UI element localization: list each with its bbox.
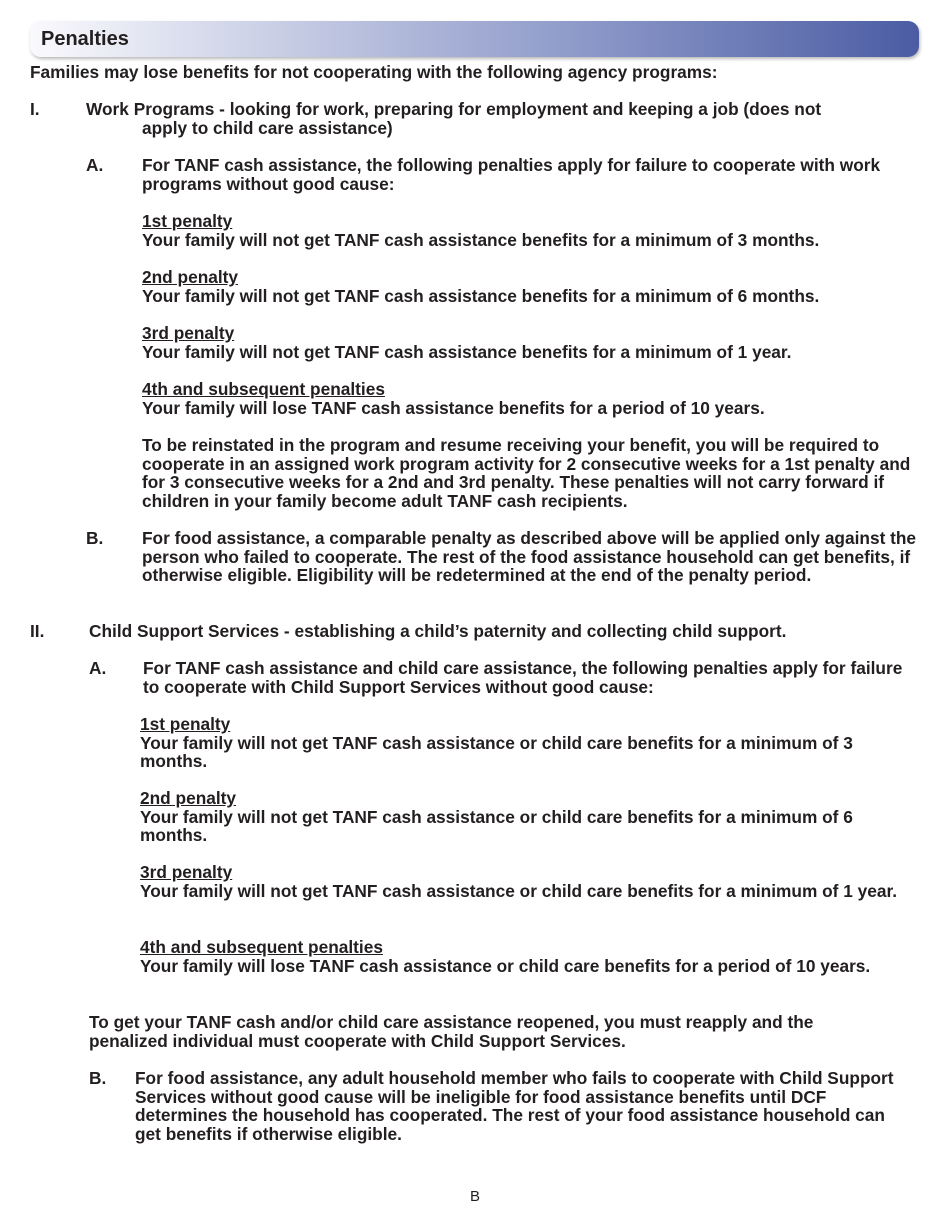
penalty-text: Your family will lose TANF cash assistance benefits for a period of 10 years. (142, 397, 765, 418)
intro-text: Families may lose benefits for not cooperating with the following agency programs: (30, 62, 718, 82)
penalty-title: 1st penalty (142, 211, 233, 231)
penalty-text: Your family will lose TANF cash assistance or child care benefits for a period of 10 years. (140, 955, 871, 976)
section-1-penalty (142, 268, 922, 305)
section-2-penalty (140, 938, 880, 975)
header-banner (30, 21, 919, 57)
penalty-text: Your family will not get TANF cash assistance or child care benefits for a minimum of 6 months. (140, 806, 853, 846)
penalty-text: Your family will not get TANF cash assistance benefits for a minimum of 1 year. (142, 341, 792, 362)
page-title: Penalties (41, 28, 129, 50)
section-1-penalty (142, 212, 922, 249)
section-1a-letter: A. (86, 155, 104, 175)
penalty-title: 4th and subsequent penalties (142, 379, 385, 399)
section-2-penalty (140, 715, 915, 771)
section-1-penalty (142, 324, 922, 361)
section-1-numeral: I. (30, 99, 40, 119)
penalty-title: 3rd penalty (140, 862, 233, 882)
section-2a-text: For TANF cash assistance and child care assistance, the following penalties apply for failure to cooperate with Child Support Services without good cause: (143, 658, 903, 697)
penalty-title: 3rd penalty (142, 323, 235, 343)
section-1-heading: Work Programs - looking for work, preparing for employment and keeping a job (does not (86, 99, 822, 119)
section-1a-text: For TANF cash assistance, the following penalties apply for failure to cooperate with work programs without good cause: (142, 155, 881, 194)
section-1-penalty (142, 380, 922, 417)
section-2-numeral: II. (30, 621, 45, 641)
penalty-title: 2nd penalty (140, 788, 237, 808)
penalty-title: 4th and subsequent penalties (140, 937, 383, 957)
section-2a-letter: A. (89, 658, 107, 678)
penalty-text: Your family will not get TANF cash assistance or child care benefits for a minimum of 3 months. (140, 732, 853, 772)
section-2-penalty (140, 863, 915, 900)
penalty-title: 1st penalty (140, 714, 231, 734)
section-1b-text: For food assistance, a comparable penalty as described above will be applied only against the person who failed to cooperate. The rest of the food assistance household can get benefits, if otherwise eligible. Eligibility will be redetermined at the end of the penalty period. (142, 528, 917, 586)
penalty-title: 2nd penalty (142, 267, 239, 287)
section-2b-text: For food assistance, any adult household member who fails to cooperate with Child Support Services without good cause will be ineligible for food assistance benefits until DCF determines the household has cooperated. The rest of your food assistance household can get benefits if otherwise eligible. (135, 1068, 894, 1144)
page-number: B (469, 1188, 480, 1205)
section-2b-letter: B. (89, 1068, 107, 1088)
reopen-text: To get your TANF cash and/or child care assistance reopened, you must reapply and the penalized individual must cooperate with Child Support Services. (89, 1012, 814, 1051)
section-1-heading-cont: apply to child care assistance) (142, 118, 393, 138)
penalty-text: Your family will not get TANF cash assistance benefits for a minimum of 3 months. (142, 229, 820, 250)
section-1b-letter: B. (86, 528, 104, 548)
section-2-penalty (140, 789, 915, 845)
section-2-heading: Child Support Services - establishing a child’s paternity and collecting child support. (89, 621, 787, 641)
penalty-text: Your family will not get TANF cash assistance benefits for a minimum of 6 months. (142, 285, 820, 306)
penalty-text: Your family will not get TANF cash assistance or child care benefits for a minimum of 1 year. (140, 880, 898, 901)
reinstatement-text: To be reinstated in the program and resume receiving your benefit, you will be required to cooperate in an assigned work program activity for 2 consecutive weeks for a 1st penalty and for 3 consecutive weeks for a 2nd and 3rd penalty. These penalties will not carry forward if children in your family become adult TANF cash recipients. (142, 435, 911, 511)
